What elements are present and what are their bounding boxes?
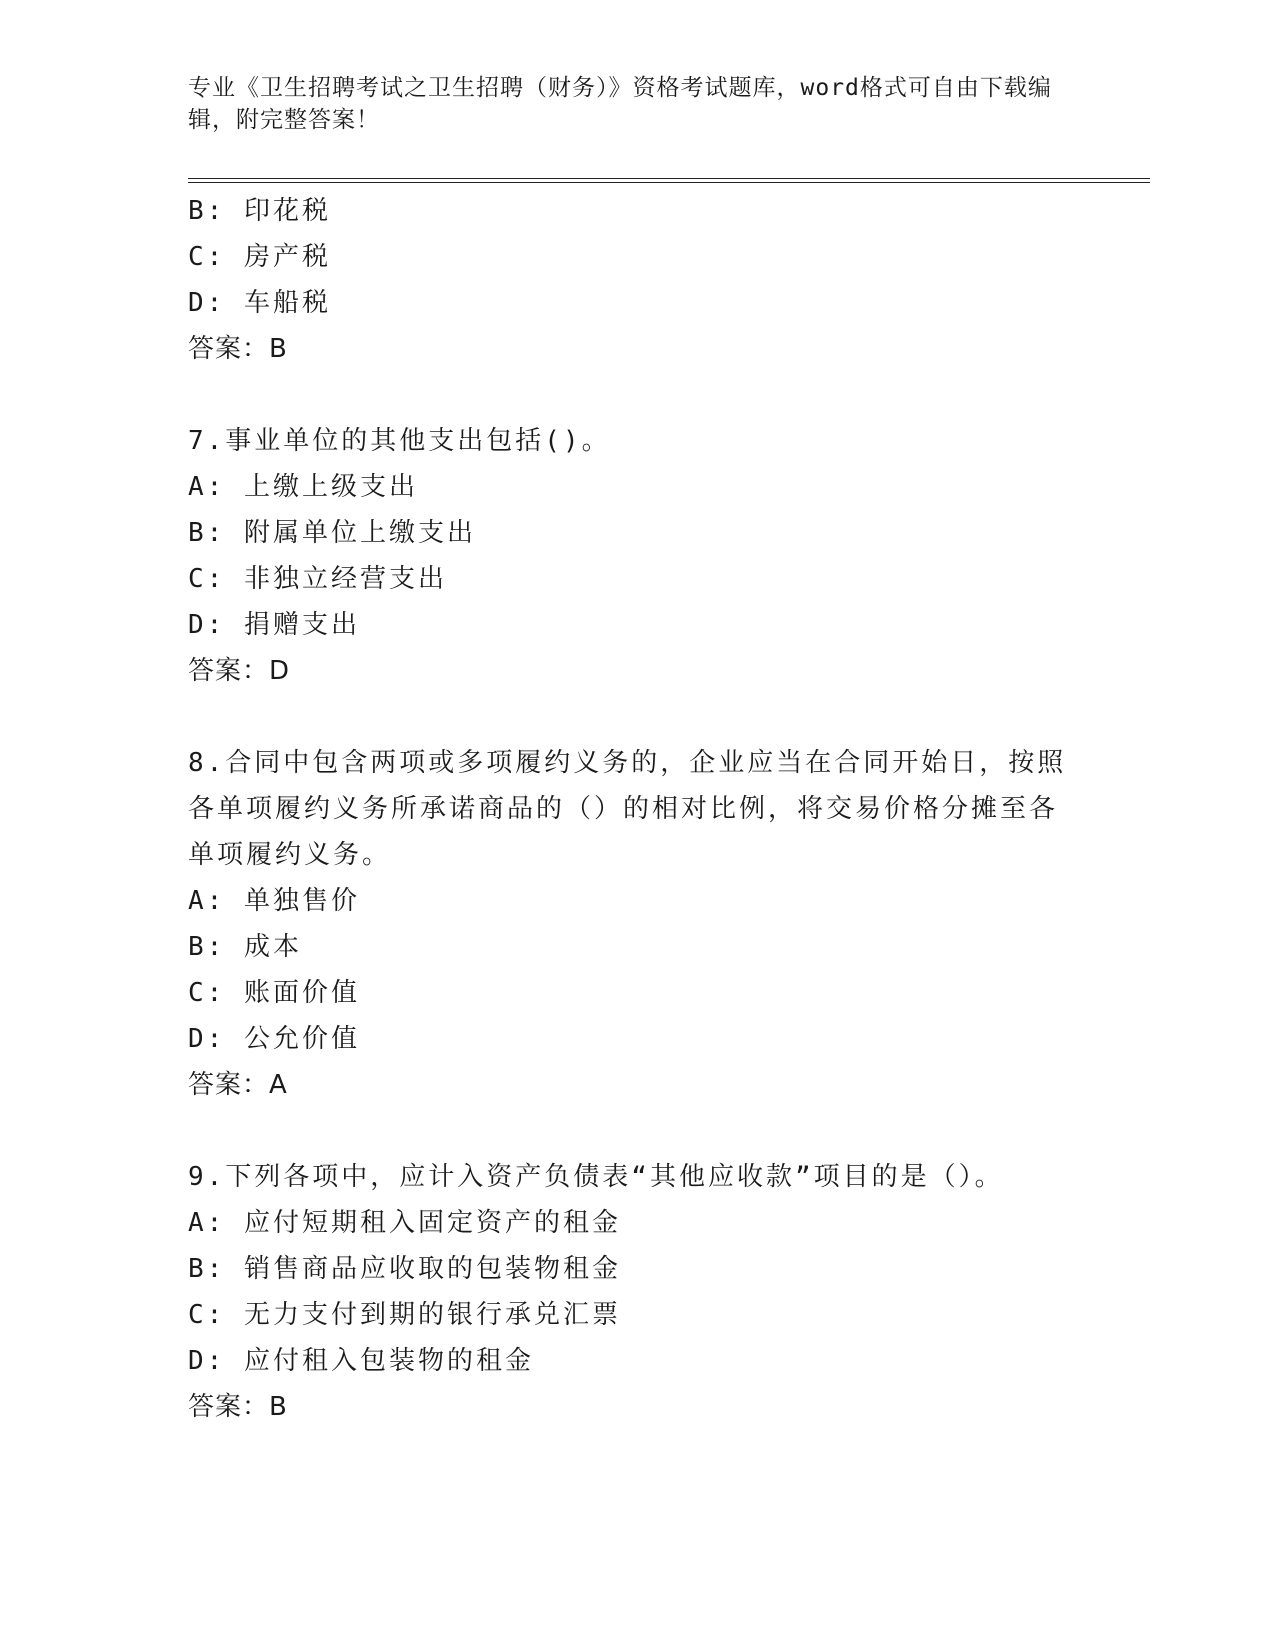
- option-c: C: 无力支付到期的银行承兑汇票: [188, 1300, 621, 1330]
- answer: 答案：B: [188, 334, 288, 364]
- question-6-continued: [188, 188, 1068, 372]
- option-d: D: 应付租入包装物的租金: [188, 1346, 534, 1376]
- question-list: [188, 188, 1068, 1430]
- option-b: B: 成本: [188, 932, 302, 962]
- spacer: [188, 1108, 1068, 1154]
- option-a: A: 应付短期租入固定资产的租金: [188, 1208, 621, 1238]
- option-c: C: 账面价值: [188, 978, 360, 1008]
- question-7: [188, 418, 1068, 694]
- question-stem: 7.事业单位的其他支出包括()。: [188, 426, 611, 456]
- option-d: D: 公允价值: [188, 1024, 360, 1054]
- answer: 答案：A: [188, 1070, 288, 1100]
- answer: 答案：B: [188, 1392, 288, 1422]
- option-a: A: 上缴上级支出: [188, 472, 418, 502]
- option-b: B: 附属单位上缴支出: [188, 518, 476, 548]
- question-8: [188, 740, 1068, 1108]
- header-divider-top: [188, 178, 1150, 179]
- question-9: [188, 1154, 1068, 1430]
- answer: 答案：D: [188, 656, 291, 686]
- question-stem: 8.合同中包含两项或多项履约义务的，企业应当在合同开始日，按照各单项履约义务所承诺商品的（）的相对比例，将交易价格分摊至各单项履约义务。: [188, 748, 1067, 870]
- option-b: B: 销售商品应收取的包装物租金: [188, 1254, 621, 1284]
- spacer: [188, 372, 1068, 418]
- option-d: D: 车船税: [188, 288, 331, 318]
- option-b: B: 印花税: [188, 196, 331, 226]
- header-divider-bottom: [188, 182, 1150, 183]
- option-c: C: 房产税: [188, 242, 331, 272]
- option-c: C: 非独立经营支出: [188, 564, 447, 594]
- header-note: 专业《卫生招聘考试之卫生招聘（财务）》资格考试题库，word格式可自由下载编辑，附完整答案！: [188, 75, 1052, 133]
- spacer: [188, 694, 1068, 740]
- option-a: A: 单独售价: [188, 886, 360, 916]
- question-stem: 9.下列各项中，应计入资产负债表“其他应收款”项目的是（）。: [188, 1162, 1004, 1192]
- option-d: D: 捐赠支出: [188, 610, 360, 640]
